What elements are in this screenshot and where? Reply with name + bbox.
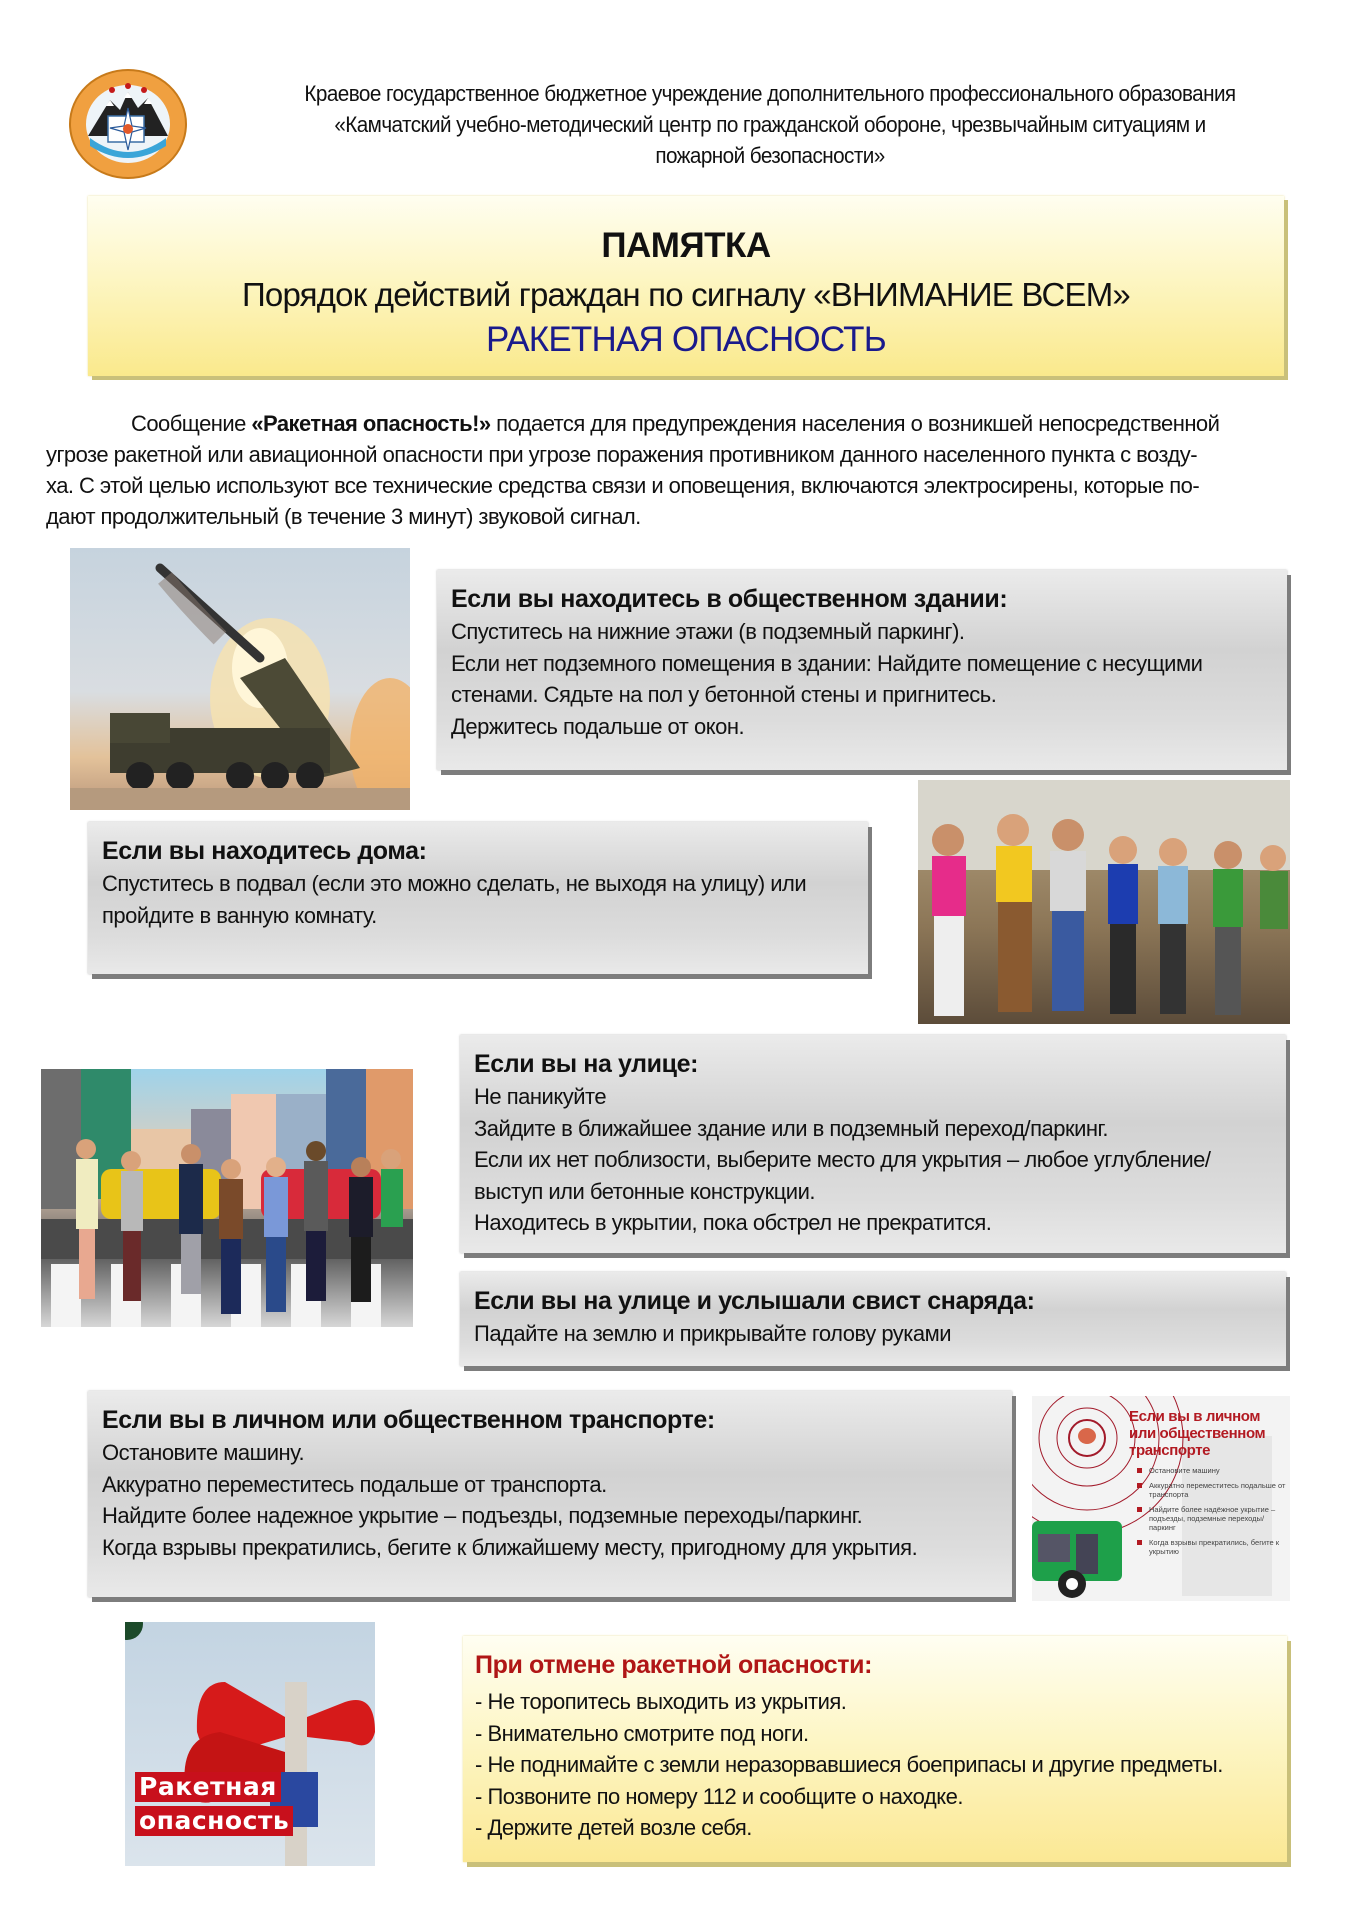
section-line: Спуститесь в подвал (если это можно сделать, не выходя на улицу) или: [102, 871, 807, 896]
intro-line: дают продолжительный (в течение 3 минут) звуковой сигнал.: [46, 504, 641, 529]
section-line: - Не поднимайте с земли неразорвавшиеся боеприпасы и другие предметы.: [475, 1752, 1223, 1777]
section-line: Находитесь в укрытии, пока обстрел не прекратится.: [474, 1210, 992, 1235]
section-transport: [88, 1391, 1012, 1597]
section-heading: При отмене ракетной опасности:: [475, 1651, 873, 1679]
siren-loudspeaker-photo: [125, 1622, 375, 1866]
section-heading: Если вы на улице:: [474, 1050, 699, 1078]
section-heading: Если вы находитесь дома:: [102, 837, 427, 865]
section-street: [460, 1035, 1286, 1253]
section-heading: Если вы на улице и услышали свист снаряда:: [474, 1287, 1035, 1315]
intro-line1-rest: подается для предупреждения населения о возникшей непосредственной: [490, 411, 1220, 436]
section-cancel-alert: [463, 1636, 1287, 1862]
section-line: - Внимательно смотрите под ноги.: [475, 1720, 809, 1746]
infographic-item: Когда взрывы прекратились, бегите к укрытию: [1137, 1538, 1287, 1556]
infographic-title-line: или общественном: [1129, 1425, 1266, 1442]
section-line: Не паникуйте: [474, 1084, 607, 1109]
section-heading: Если вы в личном или общественном транспорте:: [102, 1406, 715, 1434]
intro-line: угрозе ракетной или авиационной опасности при угрозе поражения противником данного населенного пункта с возду-: [46, 442, 1197, 467]
intro-line: ха. С этой целью используют все технические средства связи и оповещения, включаются электросирены, которые по-: [46, 473, 1200, 498]
infographic-title-line: транспорте: [1129, 1442, 1211, 1459]
section-line: - Держите детей возле себя.: [475, 1815, 752, 1840]
rocket-launcher-photo: [70, 548, 410, 810]
infographic-title-line: Если вы в личном: [1129, 1408, 1261, 1425]
section-line: пройдите в ванную комнату.: [102, 902, 377, 928]
intro-line: [46, 408, 1311, 439]
section-line: Когда взрывы прекратились, бегите к ближайшему месту, пригодному для укрытия.: [102, 1534, 918, 1560]
section-line: стенами. Сядьте на пол у бетонной стены и пригнитесь.: [451, 682, 997, 707]
people-in-shelter-photo: [918, 780, 1290, 1024]
organization-line: «Камчатский учебно-методический центр по гражданской обороне, чрезвычайным ситуациям и: [334, 112, 1206, 137]
organization-line: Краевое государственное бюджетное учреждение дополнительного профессионального образования: [304, 81, 1236, 106]
section-line: - Позвоните по номеру 112 и сообщите о находке.: [475, 1783, 963, 1809]
organization-name: [244, 78, 1297, 171]
section-line: Падайте на землю и прикрывайте голову руками: [474, 1321, 952, 1346]
page-subtitle: Порядок действий граждан по сигналу «ВНИМАНИЕ ВСЕМ»: [242, 276, 1130, 313]
emblem-logo-icon: [66, 66, 190, 182]
pedestrian-crossing-illustration: [41, 1069, 413, 1327]
section-public-building: [437, 570, 1287, 770]
title-banner: [88, 196, 1284, 376]
organization-logo: [66, 66, 190, 182]
infographic-item: Аккуратно переместитесь подальше от транспорта: [1137, 1481, 1287, 1499]
infographic-title: [1129, 1408, 1265, 1459]
section-home: [88, 822, 868, 974]
section-heading: Если вы находитесь в общественном здании:: [451, 585, 1008, 613]
intro-lead: Сообщение: [131, 411, 252, 436]
infographic-item: Остановите машину: [1137, 1466, 1287, 1475]
section-shell-whistle: [460, 1272, 1286, 1366]
bus-infographic: [1032, 1396, 1290, 1601]
section-line: Держитесь подальше от окон.: [451, 713, 745, 739]
siren-label-line: опасность: [135, 1806, 293, 1836]
section-line: Если их нет поблизости, выберите место для укрытия – любое углубление/: [474, 1147, 1211, 1172]
section-line: Спуститесь на нижние этажи (в подземный паркинг).: [451, 619, 965, 644]
intro-bold-signal: «Ракетная опасность!»: [251, 411, 491, 436]
section-line: выступ или бетонные конструкции.: [474, 1178, 815, 1204]
section-line: Найдите более надежное укрытие – подъезды, подземные переходы/паркинг.: [102, 1503, 863, 1528]
section-line: Аккуратно переместитесь подальше от транспорта.: [102, 1471, 607, 1497]
infographic-list: [1137, 1466, 1287, 1562]
organization-line: пожарной безопасности»: [655, 143, 885, 168]
memo-label: ПАМЯТКА: [601, 226, 771, 265]
section-line: Если нет подземного помещения в здании: Найдите помещение с несущими: [451, 650, 1203, 676]
siren-label-line: Ракетная: [135, 1772, 281, 1802]
section-line: Зайдите в ближайшее здание или в подземный переход/паркинг.: [474, 1115, 1108, 1141]
section-line: - Не торопитесь выходить из укрытия.: [475, 1689, 847, 1714]
section-line: Остановите машину.: [102, 1440, 305, 1465]
infographic-item: Найдите более надёжное укрытие – подъезды, подземные переходы/паркинг: [1137, 1505, 1287, 1532]
page-topic: РАКЕТНАЯ ОПАСНОСТЬ: [486, 320, 886, 359]
intro-paragraph: [46, 408, 1311, 532]
